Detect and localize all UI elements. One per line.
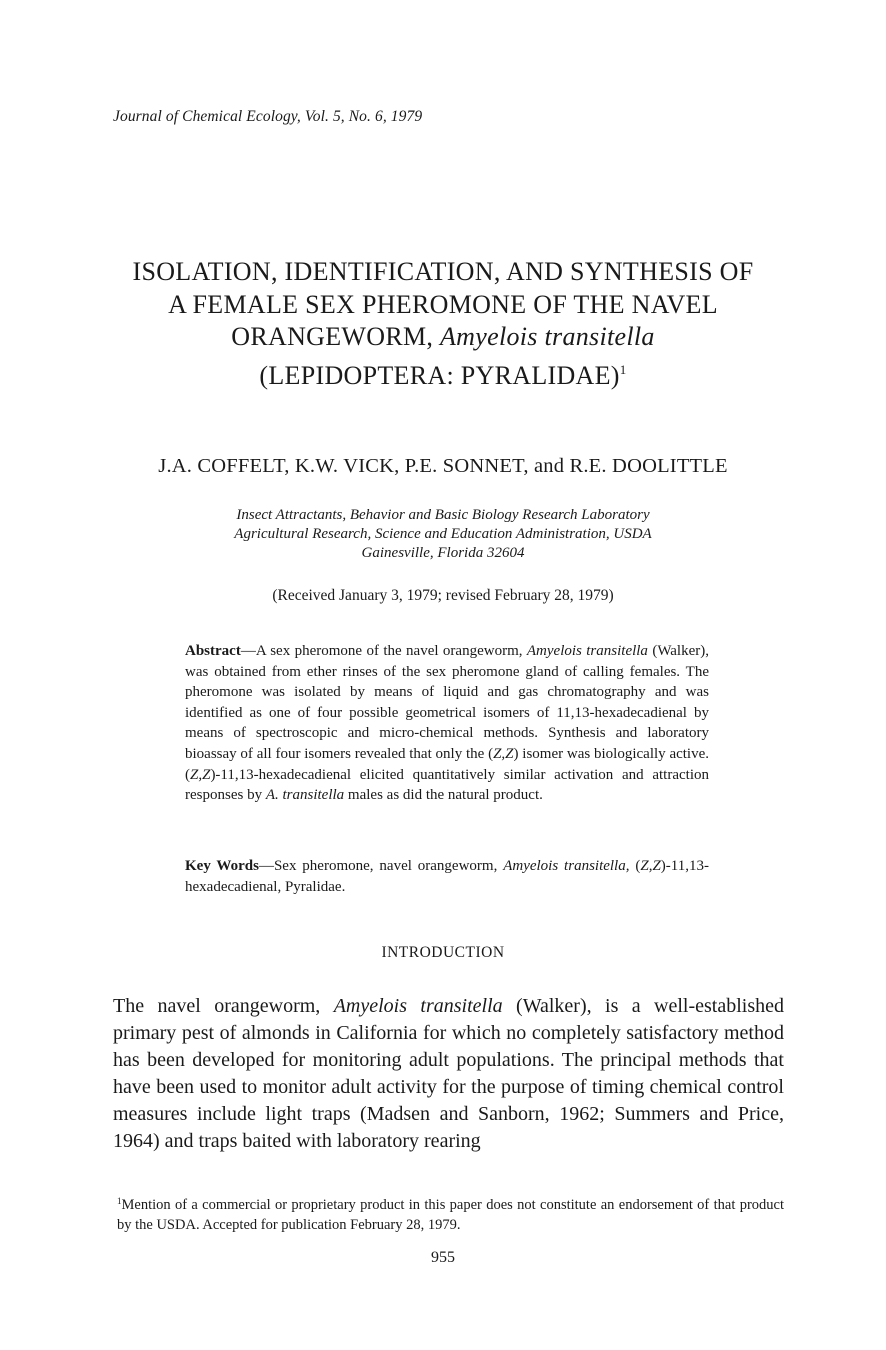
title-line	[60, 321, 826, 354]
keywords-isomer: Z,Z	[640, 858, 661, 874]
abstract	[185, 641, 709, 806]
intro-text: The navel orangeworm,	[113, 995, 334, 1017]
author-list: J.A. COFFELT, K.W. VICK, P.E. SONNET, and R.E. DOOLITTLE	[158, 455, 728, 477]
affiliation-line: Agricultural Research, Science and Education Administration, USDA	[234, 526, 652, 542]
footnote	[117, 1192, 784, 1235]
received-dates: (Received January 3, 1979; revised February 28, 1979)	[272, 587, 614, 604]
keywords-species: Amyelois transitella,	[503, 858, 630, 874]
keywords-text: (	[629, 858, 641, 874]
abstract-text: ) isomer was biologically active. (	[185, 745, 710, 783]
keywords-dash: —	[258, 858, 274, 874]
title-footnote-marker: 1	[619, 361, 627, 377]
footnote-marker: 1	[117, 1196, 122, 1206]
abstract-text: (Walker), was obtained from ether rinses of the sex pheromone gland of calling females. The pheromone was isolated by means of liquid and gas chromatography and was identified as one of four possible geometrical isomers of 11,13-hexadecadienal by means of spectroscopic and micro-chemical methods. Synthesis and laboratory bioassay of all four isomers revealed that only the (	[185, 643, 709, 762]
title-line: ISOLATION, IDENTIFICATION, AND SYNTHESIS OF	[132, 257, 754, 286]
abstract-species-abbrev: A. transitella	[265, 787, 345, 804]
title-line	[60, 354, 826, 393]
keywords-text: )-11,13-hexadecadienal, Pyralidae.	[185, 858, 709, 895]
affiliation	[60, 506, 826, 563]
abstract-isomer: Z,Z	[190, 766, 211, 783]
intro-text: (Walker), is a well-established primary pest of almonds in California for which no completely satisfactory method has been developed for monitoring adult populations. The principal methods that have been used to monitor adult activity for the purpose of timing chemical control measures include light traps (Madsen and Sanborn, 1962; Summers and Price, 1964) and traps baited with laboratory rearing	[113, 995, 784, 1152]
keywords-text: Sex pheromone, navel orangeworm,	[273, 858, 504, 874]
abstract-species: Amyelois transitella	[526, 643, 648, 659]
title-species: Amyelois transitella	[440, 322, 655, 351]
title-text: (LEPIDOPTERA: PYRALIDAE)	[259, 360, 620, 390]
journal-citation: Journal of Chemical Ecology, Vol. 5, No. 6, 1979	[113, 108, 423, 125]
abstract-text: )-11,13-hexadecadienal elicited quantitatively similar activation and attraction responses by	[185, 766, 709, 804]
keywords-label: Key Words	[185, 858, 259, 874]
section-heading-introduction: INTRODUCTION	[381, 944, 505, 961]
key-words	[185, 856, 709, 897]
abstract-dash: —	[240, 643, 256, 659]
article-title	[60, 256, 826, 392]
title-text: ORANGEWORM,	[231, 322, 440, 351]
abstract-text: males as did the natural product.	[344, 787, 543, 804]
abstract-label: Abstract	[185, 643, 241, 659]
abstract-text: A sex pheromone of the navel orangeworm,	[255, 643, 527, 659]
footnote-text: Mention of a commercial or proprietary product in this paper does not constitute an endorsement of that product by the USDA. Accepted for publication February 28, 1979.	[117, 1197, 784, 1233]
affiliation-line: Gainesville, Florida 32604	[361, 545, 525, 561]
abstract-isomer: Z,Z	[493, 745, 514, 762]
page-number: 955	[431, 1249, 455, 1266]
intro-species: Amyelois transitella	[333, 995, 503, 1017]
title-line: A FEMALE SEX PHEROMONE OF THE NAVEL	[168, 289, 718, 319]
affiliation-line: Insect Attractants, Behavior and Basic Biology Research Laboratory	[236, 507, 650, 523]
introduction-paragraph	[113, 993, 784, 1155]
